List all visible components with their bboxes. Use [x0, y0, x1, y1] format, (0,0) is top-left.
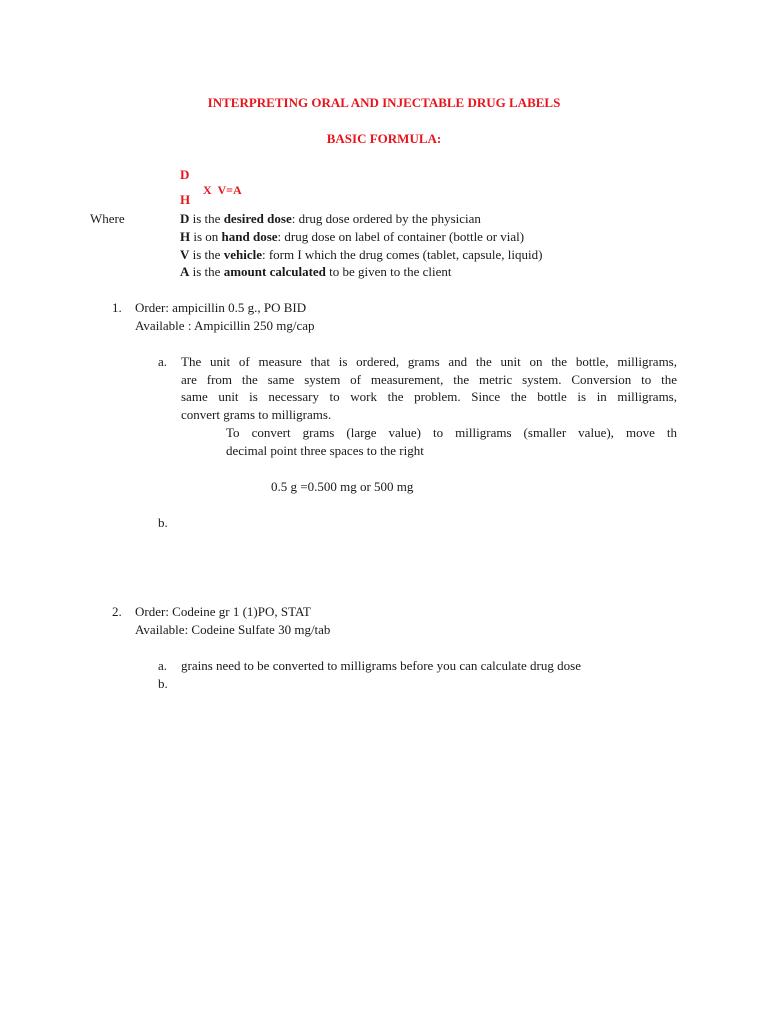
paragraph-line: same unit is necessary to work the problem. Since the bottle is in milligrams,	[181, 389, 677, 404]
problem-1-b-marker: b.	[158, 515, 168, 530]
definition-v: V is the vehicle: form I which the drug comes (tablet, capsule, liquid)	[180, 247, 543, 262]
problem-2-available: Available: Codeine Sulfate 30 mg/tab	[135, 622, 331, 637]
conversion-result: 0.5 g =0.500 mg or 500 mg	[271, 479, 414, 494]
paragraph-line: decimal point three spaces to the right	[226, 442, 424, 458]
formula-denominator: H	[180, 192, 191, 207]
problem-1-a-paragraph	[181, 353, 677, 423]
problem-1-a-marker: a.	[158, 354, 168, 369]
paragraph-line: To convert grams (large value) to milligrams (smaller value), move th	[226, 425, 677, 440]
formula-heading: BASIC FORMULA:	[326, 131, 442, 146]
paragraph-line: are from the same system of measurement, the metric system. Conversion to the	[181, 371, 677, 387]
where-label: Where	[90, 211, 125, 226]
problem-1-number: 1.	[112, 300, 122, 315]
problem-1-order: Order: ampicillin 0.5 g., PO BID	[135, 300, 307, 315]
definition-a: A is the amount calculated to be given to the client	[180, 264, 452, 279]
problem-2-b-marker: b.	[158, 676, 168, 691]
formula-rest: X V=A	[203, 183, 242, 197]
problem-2-order: Order: Codeine gr 1 (1)PO, STAT	[135, 604, 311, 619]
problem-2-a-text: grains need to be converted to milligrams before you can calculate drug dose	[181, 658, 581, 673]
definition-d: D is the desired dose: drug dose ordered by the physician	[180, 211, 481, 226]
definition-h: H is on hand dose: drug dose on label of container (bottle or vial)	[180, 229, 525, 244]
document-title: INTERPRETING ORAL AND INJECTABLE DRUG LABELS	[207, 95, 561, 110]
problem-1-available: Available : Ampicillin 250 mg/cap	[135, 318, 315, 333]
formula-numerator: D	[180, 167, 190, 182]
paragraph-line: convert grams to milligrams.	[181, 406, 332, 422]
problem-2-a-marker: a.	[158, 658, 168, 673]
problem-2-number: 2.	[112, 604, 122, 619]
paragraph-line: The unit of measure that is ordered, grams and the unit on the bottle, milligrams,	[181, 354, 677, 369]
problem-1-conversion-note	[226, 424, 677, 459]
